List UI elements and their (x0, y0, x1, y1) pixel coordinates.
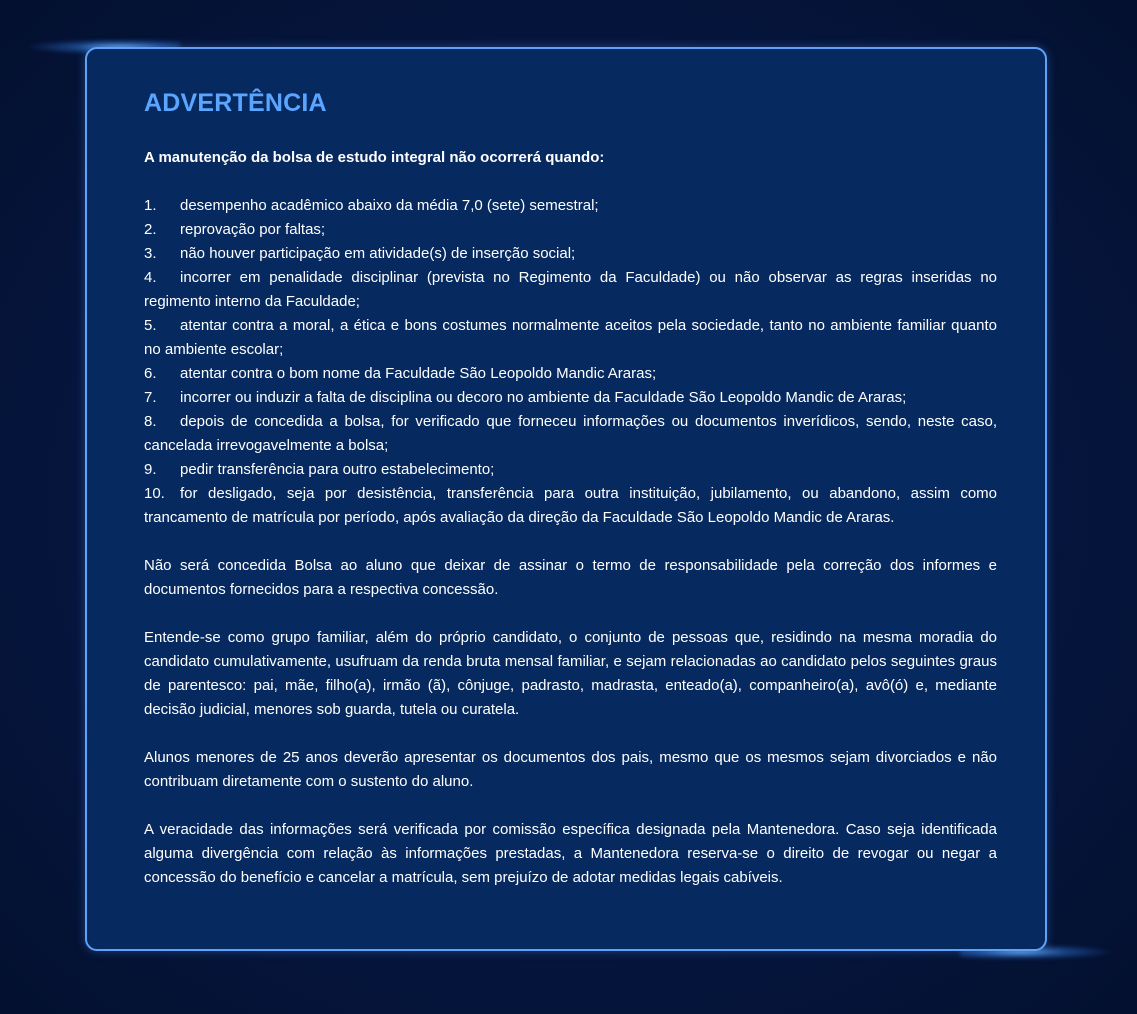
list-item (144, 266, 997, 314)
list-item-number: 9. (144, 461, 157, 478)
list-item-number: 3. (144, 245, 157, 262)
list-item-text: reprovação por faltas; (180, 221, 326, 238)
list-item (144, 218, 997, 242)
page-title: ADVERTÊNCIA (144, 89, 327, 117)
paragraph-verification: A veracidade das informações será verificada por comissão específica designada pela Mantenedora. Caso seja identificada alguma divergência com relação às informações prestadas, a Mantenedora reserva-se o direito de revogar ou negar a concessão do benefício e cancelar a matrícula, sem prejuízo de adotar medidas legais cabíveis. (144, 821, 997, 886)
list-item-text: pedir transferência para outro estabelecimento; (180, 461, 495, 478)
list-item (144, 386, 997, 410)
paragraph-concession: Não será concedida Bolsa ao aluno que deixar de assinar o termo de responsabilidade pela correção dos informes e documentos fornecidos para a respectiva concessão. (144, 557, 997, 598)
list-item-text: atentar contra o bom nome da Faculdade São Leopoldo Mandic Araras; (180, 365, 657, 382)
list-item (144, 458, 997, 482)
list-item-number: 1. (144, 197, 157, 214)
list-item-text: for desligado, seja por desistência, transferência para outra instituição, jubilamento, ou abandono, assim como trancamento de matrícula por período, após avaliação da direção da Faculdade São Leopoldo Mandic de Araras. (144, 485, 997, 526)
list-item-number: 2. (144, 221, 157, 238)
list-item-text: não houver participação em atividade(s) de inserção social; (180, 245, 576, 262)
list-item-number: 7. (144, 389, 157, 406)
warning-content (144, 87, 997, 890)
warning-card (85, 47, 1047, 951)
list-item-number: 4. (144, 269, 157, 286)
conditions-list (144, 194, 997, 530)
intro-text: A manutenção da bolsa de estudo integral não ocorrerá quando: (144, 149, 605, 166)
list-item (144, 482, 997, 530)
list-item-text: atentar contra a moral, a ética e bons costumes normalmente aceitos pela sociedade, tanto no ambiente familiar quanto no ambiente escolar; (144, 317, 997, 358)
list-item-number: 10. (144, 485, 165, 502)
list-item-number: 8. (144, 413, 157, 430)
list-item (144, 314, 997, 362)
list-item (144, 242, 997, 266)
list-item (144, 410, 997, 458)
list-item (144, 362, 997, 386)
list-item-text: desempenho acadêmico abaixo da média 7,0 (sete) semestral; (180, 197, 599, 214)
list-item-number: 6. (144, 365, 157, 382)
list-item (144, 194, 997, 218)
paragraph-minors: Alunos menores de 25 anos deverão apresentar os documentos dos pais, mesmo que os mesmos sejam divorciados e não contribuam diretamente com o sustento do aluno. (144, 749, 997, 790)
list-item-text: incorrer ou induzir a falta de disciplina ou decoro no ambiente da Faculdade São Leopoldo Mandic de Araras; (180, 389, 907, 406)
list-item-text: incorrer em penalidade disciplinar (prevista no Regimento da Faculdade) ou não observar as regras inseridas no regimento interno da Faculdade; (144, 269, 997, 310)
list-item-text: depois de concedida a bolsa, for verificado que forneceu informações ou documentos inverídicos, sendo, neste caso, cancelada irrevogavelmente a bolsa; (144, 413, 997, 454)
list-item-number: 5. (144, 317, 157, 334)
paragraph-family-group: Entende-se como grupo familiar, além do próprio candidato, o conjunto de pessoas que, residindo na mesma moradia do candidato cumulativamente, usufruam da renda bruta mensal familiar, e sejam relacionadas ao candidato pelos seguintes graus de parentesco: pai, mãe, filho(a), irmão (ã), cônjuge, padrasto, madrasta, enteado(a), companheiro(a), avô(ó) e, mediante decisão judicial, menores sob guarda, tutela ou curatela. (144, 629, 997, 718)
